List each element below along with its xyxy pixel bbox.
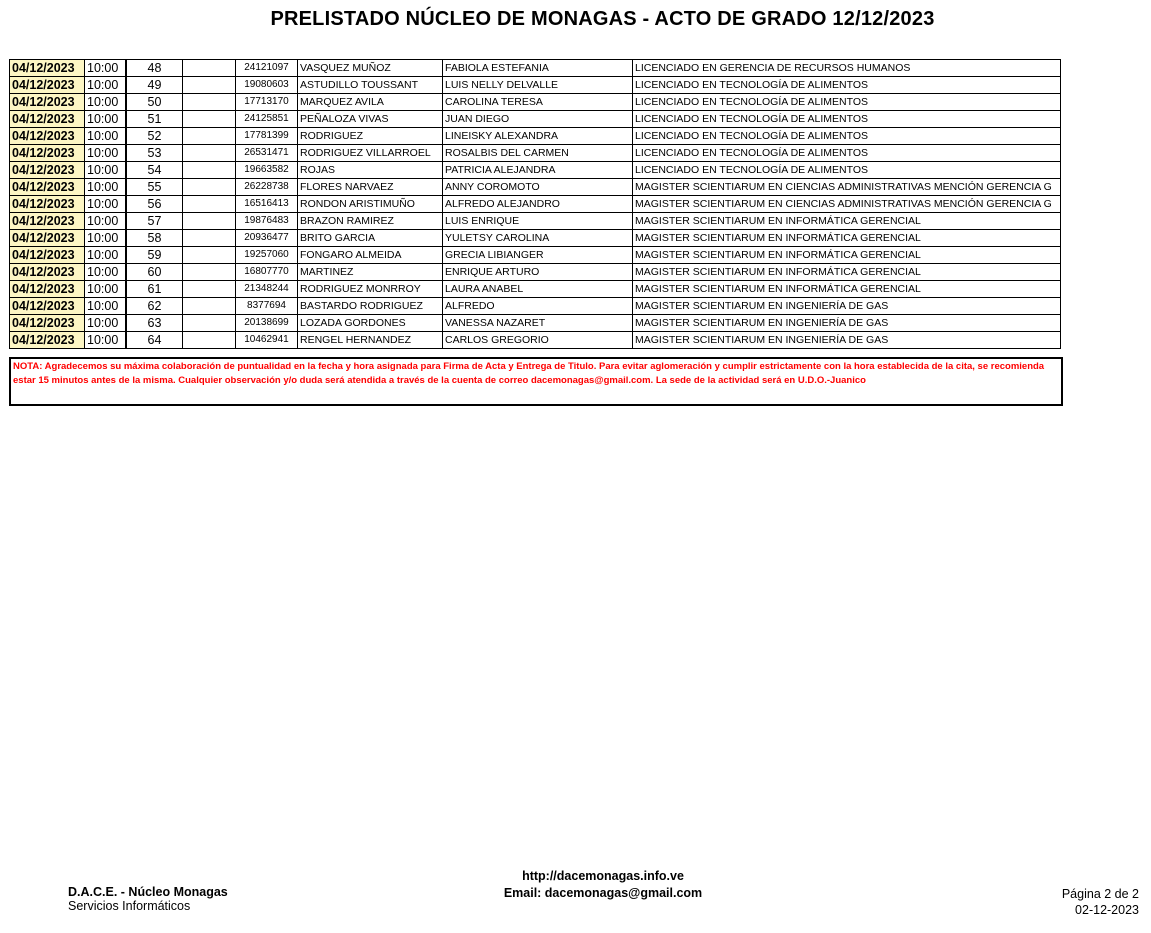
cell-blank	[183, 128, 236, 144]
cell-blank-and-id	[183, 77, 298, 94]
cell-date: 04/12/2023	[10, 332, 85, 349]
cell-date: 04/12/2023	[10, 213, 85, 230]
cell-last-name: RODRIGUEZ	[298, 128, 443, 145]
page-title: PRELISTADO NÚCLEO DE MONAGAS - ACTO DE GRADO 12/12/2023	[270, 8, 935, 30]
cell-time: 10:00	[85, 94, 127, 111]
cell-career: MAGISTER SCIENTIARUM EN INFORMÁTICA GERENCIAL	[633, 247, 1061, 264]
cell-id: 16516413	[244, 198, 289, 209]
cell-number: 49	[126, 77, 183, 94]
cell-id: 26228738	[244, 181, 289, 192]
cell-career: LICENCIADO EN GERENCIA DE RECURSOS HUMANOS	[633, 60, 1061, 77]
cell-time: 10:00	[85, 298, 127, 315]
cell-date: 04/12/2023	[10, 230, 85, 247]
cell-first-name: CAROLINA TERESA	[443, 94, 633, 111]
cell-time: 10:00	[85, 332, 127, 349]
table-row	[10, 162, 1061, 179]
cell-id: 19663582	[244, 164, 289, 175]
cell-time: 10:00	[85, 145, 127, 162]
cell-career: MAGISTER SCIENTIARUM EN INFORMÁTICA GERENCIAL	[633, 230, 1061, 247]
table-row	[10, 111, 1061, 128]
cell-career: LICENCIADO EN TECNOLOGÍA DE ALIMENTOS	[633, 162, 1061, 179]
cell-last-name: FLORES NARVAEZ	[298, 179, 443, 196]
cell-time: 10:00	[85, 281, 127, 298]
cell-number: 57	[126, 213, 183, 230]
cell-career: LICENCIADO EN TECNOLOGÍA DE ALIMENTOS	[633, 111, 1061, 128]
cell-blank	[183, 60, 236, 76]
note-box: NOTA: Agradecemos su máxima colaboración de puntualidad en la fecha y hora asignada para Firma de Acta y Entrega de Titulo. Para evitar aglomeración y cumplir estrictamente con la hora establecida de la cita, se recomienda estar 15 minutos antes de la misma. Cualquier observación y/o duda será atendida a través de la cuenta de correo dacemonagas@gmail.com. La sede de la actividad será en U.D.O.-Juanico	[9, 357, 1063, 406]
cell-time: 10:00	[85, 111, 127, 128]
cell-blank-and-id	[183, 332, 298, 349]
cell-id: 17781399	[244, 130, 289, 141]
cell-last-name: BRITO GARCIA	[298, 230, 443, 247]
cell-career: LICENCIADO EN TECNOLOGÍA DE ALIMENTOS	[633, 94, 1061, 111]
cell-last-name: FONGARO ALMEIDA	[298, 247, 443, 264]
cell-blank-and-id	[183, 179, 298, 196]
cell-career: LICENCIADO EN TECNOLOGÍA DE ALIMENTOS	[633, 145, 1061, 162]
cell-first-name: LUIS ENRIQUE	[443, 213, 633, 230]
cell-blank-and-id	[183, 247, 298, 264]
footer-center	[0, 868, 1151, 902]
cell-career: MAGISTER SCIENTIARUM EN CIENCIAS ADMINISTRATIVAS MENCIÓN GERENCIA G	[633, 196, 1061, 213]
table-row	[10, 281, 1061, 298]
cell-last-name: LOZADA GORDONES	[298, 315, 443, 332]
table-row	[10, 77, 1061, 94]
cell-blank	[183, 196, 236, 212]
cell-blank-and-id	[183, 230, 298, 247]
cell-last-name: MARTINEZ	[298, 264, 443, 281]
cell-time: 10:00	[85, 213, 127, 230]
cell-number: 58	[126, 230, 183, 247]
cell-last-name: BRAZON RAMIREZ	[298, 213, 443, 230]
cell-blank	[183, 315, 236, 331]
cell-date: 04/12/2023	[10, 94, 85, 111]
cell-career: MAGISTER SCIENTIARUM EN INGENIERÍA DE GAS	[633, 315, 1061, 332]
table-row	[10, 230, 1061, 247]
cell-blank	[183, 179, 236, 195]
cell-career: LICENCIADO EN TECNOLOGÍA DE ALIMENTOS	[633, 77, 1061, 94]
cell-time: 10:00	[85, 315, 127, 332]
cell-blank	[183, 264, 236, 280]
cell-id: 19080603	[244, 79, 289, 90]
cell-date: 04/12/2023	[10, 128, 85, 145]
cell-id: 20936477	[244, 232, 289, 243]
cell-number: 55	[126, 179, 183, 196]
cell-number: 52	[126, 128, 183, 145]
table-row	[10, 298, 1061, 315]
cell-id: 8377694	[247, 300, 286, 311]
cell-last-name: RONDON ARISTIMUÑO	[298, 196, 443, 213]
cell-last-name: MARQUEZ AVILA	[298, 94, 443, 111]
cell-first-name: CARLOS GREGORIO	[443, 332, 633, 349]
cell-last-name: VASQUEZ MUÑOZ	[298, 60, 443, 77]
cell-career: MAGISTER SCIENTIARUM EN INGENIERÍA DE GAS	[633, 332, 1061, 349]
cell-id: 24121097	[244, 62, 289, 73]
cell-number: 64	[126, 332, 183, 349]
cell-first-name: YULETSY CAROLINA	[443, 230, 633, 247]
cell-id: 21348244	[244, 283, 289, 294]
cell-career: LICENCIADO EN TECNOLOGÍA DE ALIMENTOS	[633, 128, 1061, 145]
table-row	[10, 247, 1061, 264]
cell-first-name: ANNY COROMOTO	[443, 179, 633, 196]
cell-career: MAGISTER SCIENTIARUM EN INFORMÁTICA GERENCIAL	[633, 213, 1061, 230]
cell-blank-and-id	[183, 264, 298, 281]
table-row	[10, 60, 1061, 77]
cell-first-name: ENRIQUE ARTURO	[443, 264, 633, 281]
cell-date: 04/12/2023	[10, 247, 85, 264]
cell-id: 16807770	[244, 266, 289, 277]
footer-right	[1062, 886, 1139, 918]
cell-career: MAGISTER SCIENTIARUM EN INGENIERÍA DE GAS	[633, 298, 1061, 315]
cell-blank	[183, 298, 236, 314]
cell-number: 54	[126, 162, 183, 179]
cell-first-name: FABIOLA ESTEFANIA	[443, 60, 633, 77]
table-row	[10, 264, 1061, 281]
cell-first-name: JUAN DIEGO	[443, 111, 633, 128]
cell-career: MAGISTER SCIENTIARUM EN INFORMÁTICA GERENCIAL	[633, 281, 1061, 298]
cell-id: 19876483	[244, 215, 289, 226]
cell-blank-and-id	[183, 196, 298, 213]
cell-career: MAGISTER SCIENTIARUM EN CIENCIAS ADMINISTRATIVAS MENCIÓN GERENCIA G	[633, 179, 1061, 196]
cell-id: 17713170	[244, 96, 289, 107]
table-row	[10, 145, 1061, 162]
cell-time: 10:00	[85, 196, 127, 213]
table-row	[10, 213, 1061, 230]
cell-id: 20138699	[244, 317, 289, 328]
cell-time: 10:00	[85, 230, 127, 247]
table-row	[10, 128, 1061, 145]
cell-number: 63	[126, 315, 183, 332]
cell-blank-and-id	[183, 162, 298, 179]
cell-number: 62	[126, 298, 183, 315]
cell-blank-and-id	[183, 213, 298, 230]
cell-last-name: RODRIGUEZ VILLARROEL	[298, 145, 443, 162]
cell-date: 04/12/2023	[10, 77, 85, 94]
cell-date: 04/12/2023	[10, 281, 85, 298]
cell-time: 10:00	[85, 247, 127, 264]
cell-first-name: VANESSA NAZARET	[443, 315, 633, 332]
cell-blank-and-id	[183, 111, 298, 128]
cell-date: 04/12/2023	[10, 179, 85, 196]
cell-first-name: ALFREDO ALEJANDRO	[443, 196, 633, 213]
table-row	[10, 94, 1061, 111]
cell-last-name: ROJAS	[298, 162, 443, 179]
table-row	[10, 179, 1061, 196]
cell-blank	[183, 281, 236, 297]
cell-blank	[183, 111, 236, 127]
page-number: Página 2 de 2	[1061, 887, 1139, 901]
cell-blank-and-id	[183, 60, 298, 77]
cell-first-name: GRECIA LIBIANGER	[443, 247, 633, 264]
cell-blank	[183, 77, 236, 93]
cell-date: 04/12/2023	[10, 298, 85, 315]
footer-dept: Servicios Informáticos	[68, 899, 191, 913]
cell-time: 10:00	[85, 77, 127, 94]
cell-last-name: RODRIGUEZ MONRROY	[298, 281, 443, 298]
cell-first-name: ALFREDO	[443, 298, 633, 315]
cell-date: 04/12/2023	[10, 145, 85, 162]
cell-time: 10:00	[85, 179, 127, 196]
cell-number: 48	[126, 60, 183, 77]
cell-first-name: LUIS NELLY DELVALLE	[443, 77, 633, 94]
cell-time: 10:00	[85, 162, 127, 179]
cell-id: 10462941	[244, 334, 289, 345]
cell-last-name: RENGEL HERNANDEZ	[298, 332, 443, 349]
table-row	[10, 332, 1061, 349]
cell-time: 10:00	[85, 60, 127, 77]
cell-id: 26531471	[244, 147, 289, 158]
cell-career: MAGISTER SCIENTIARUM EN INFORMÁTICA GERENCIAL	[633, 264, 1061, 281]
cell-number: 60	[126, 264, 183, 281]
cell-date: 04/12/2023	[10, 162, 85, 179]
cell-date: 04/12/2023	[10, 315, 85, 332]
cell-blank	[183, 213, 236, 229]
cell-blank-and-id	[183, 315, 298, 332]
cell-blank	[183, 247, 236, 263]
table-row	[10, 196, 1061, 213]
cell-id: 19257060	[244, 249, 289, 260]
cell-blank	[183, 162, 236, 178]
cell-blank-and-id	[183, 298, 298, 315]
cell-number: 59	[126, 247, 183, 264]
cell-number: 51	[126, 111, 183, 128]
footer-url: http://dacemonagas.info.ve	[522, 869, 684, 883]
cell-blank-and-id	[183, 281, 298, 298]
cell-last-name: PEÑALOZA VIVAS	[298, 111, 443, 128]
cell-blank	[183, 332, 236, 348]
cell-time: 10:00	[85, 128, 127, 145]
cell-blank-and-id	[183, 94, 298, 111]
cell-blank-and-id	[183, 145, 298, 162]
cell-blank-and-id	[183, 128, 298, 145]
cell-id: 24125851	[244, 113, 289, 124]
cell-number: 50	[126, 94, 183, 111]
cell-blank	[183, 230, 236, 246]
cell-blank	[183, 94, 236, 110]
cell-last-name: BASTARDO RODRIGUEZ	[298, 298, 443, 315]
cell-last-name: ASTUDILLO TOUSSANT	[298, 77, 443, 94]
footer-email: Email: dacemonagas@gmail.com	[503, 886, 703, 900]
cell-number: 56	[126, 196, 183, 213]
cell-time: 10:00	[85, 264, 127, 281]
print-date: 02-12-2023	[1075, 903, 1139, 917]
footer-org: D.A.C.E. - Núcleo Monagas	[68, 885, 228, 899]
table-body	[10, 60, 1061, 349]
cell-date: 04/12/2023	[10, 196, 85, 213]
cell-first-name: PATRICIA ALEJANDRA	[443, 162, 633, 179]
graduates-table	[9, 59, 1061, 349]
cell-date: 04/12/2023	[10, 60, 85, 77]
cell-first-name: LINEISKY ALEXANDRA	[443, 128, 633, 145]
cell-first-name: ROSALBIS DEL CARMEN	[443, 145, 633, 162]
cell-date: 04/12/2023	[10, 264, 85, 281]
table-row	[10, 315, 1061, 332]
cell-number: 53	[126, 145, 183, 162]
cell-blank	[183, 145, 236, 161]
cell-first-name: LAURA ANABEL	[443, 281, 633, 298]
cell-number: 61	[126, 281, 183, 298]
cell-date: 04/12/2023	[10, 111, 85, 128]
